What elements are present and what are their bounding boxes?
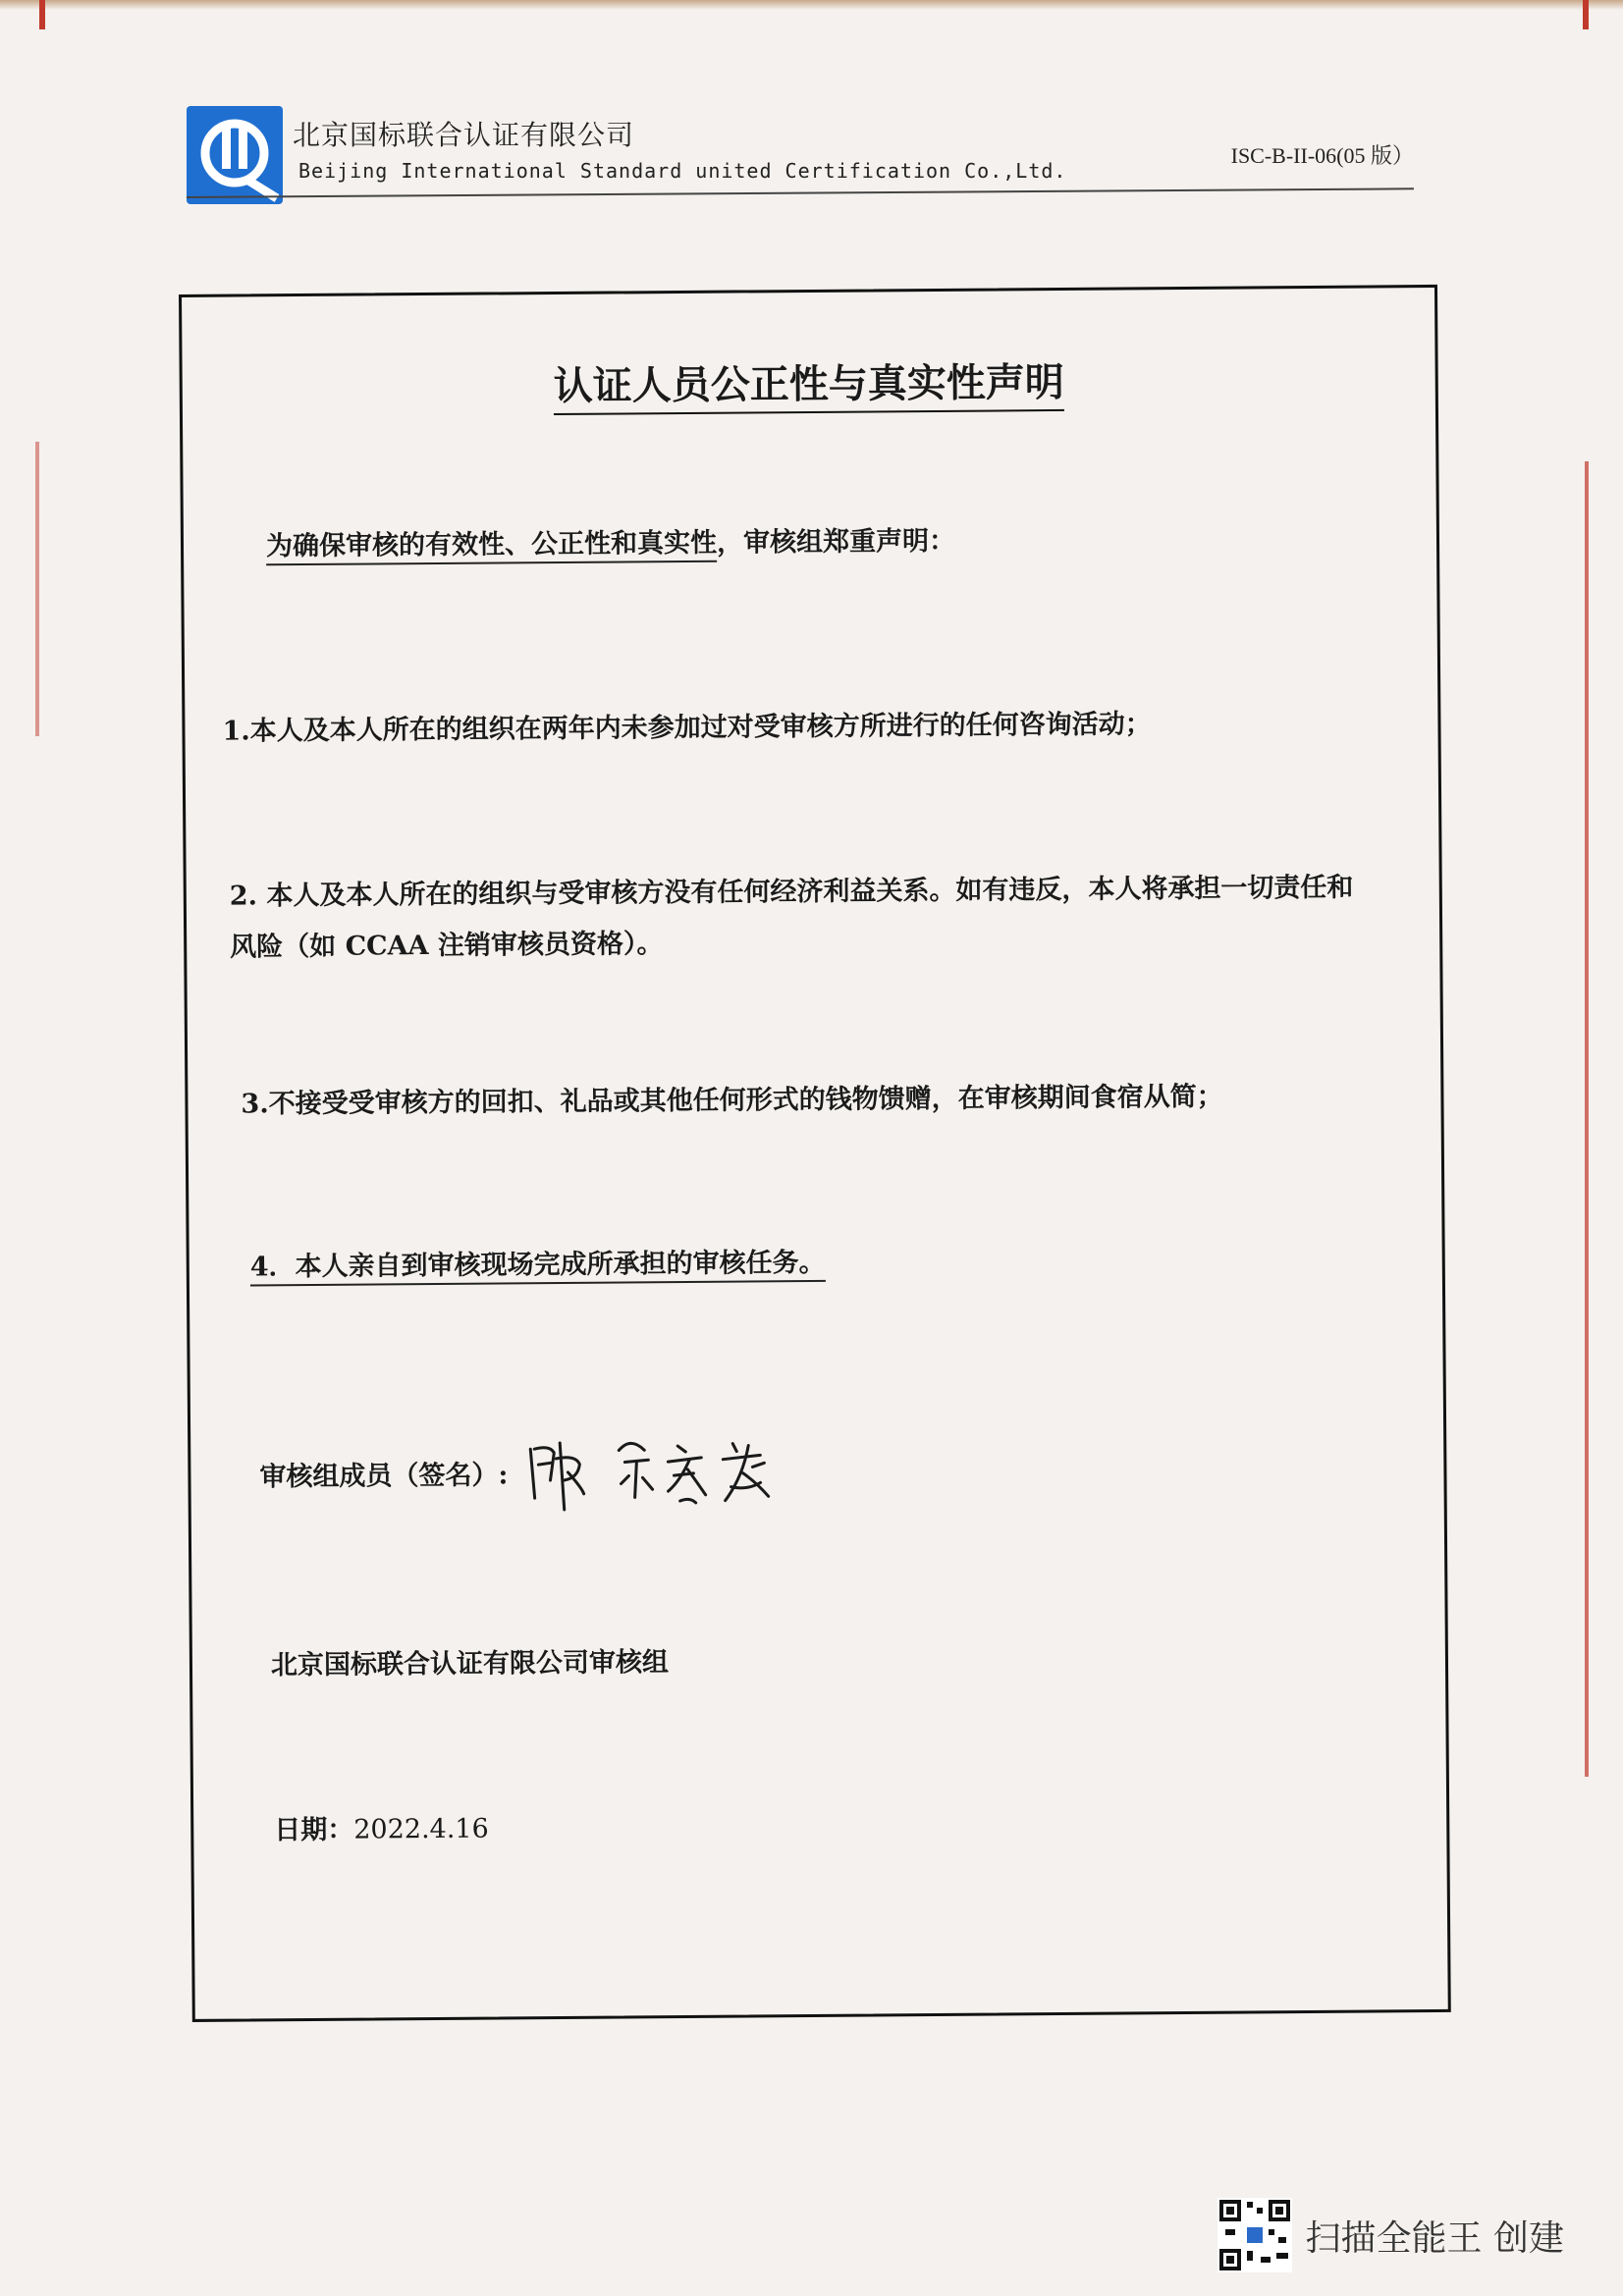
date-row: [274, 1807, 489, 1847]
letterhead: [187, 106, 1414, 214]
date-value: 2022.4.16: [353, 1813, 489, 1845]
declaration-item-3: 3.不接受受审核方的回扣、礼品或其他任何形式的钱物馈赠，在审核期间食宿从简；: [241, 1081, 1223, 1120]
paper-edge: [0, 0, 1623, 10]
company-logo-icon: [187, 106, 283, 204]
page-title: 认证人员公正性与真实性声明: [183, 348, 1435, 414]
date-label: 日期：: [274, 1814, 354, 1846]
declaration-frame: [179, 285, 1451, 2022]
handwritten-signature-icon: [520, 1417, 816, 1524]
document-code: ISC-B-II-06(05 版）: [1230, 143, 1414, 168]
paper-edge-mark: [35, 442, 39, 736]
qr-code-icon: [1217, 2198, 1292, 2272]
signature-label: 审核组成员（签名）:: [259, 1460, 509, 1493]
paper-edge-mark: [39, 0, 45, 29]
signature-row: [259, 1417, 816, 1526]
company-name-en: Beijing International Standard united Certification Co.,Ltd.: [298, 159, 1067, 183]
paper-edge-mark: [1585, 461, 1589, 1777]
scanner-watermark: [1217, 2196, 1564, 2274]
intro-statement: 为确保审核的有效性、公正性和真实性，审核组郑重声明：: [266, 519, 955, 563]
declaration-item-4: 4．本人亲自到审核现场完成所承担的审核任务。: [250, 1241, 826, 1284]
declaration-item-2: 2. 本人及本人所在的组织与受审核方没有任何经济利益关系。如有违反，本人将承担一切责任和: [229, 872, 1354, 912]
audit-team-name: 北京国标联合认证有限公司审核组: [270, 1647, 670, 1682]
company-name-cn: 北京国标联合认证有限公司: [293, 119, 635, 151]
paper-edge-mark: [1583, 0, 1589, 29]
watermark-text: 扫描全能王 创建: [1305, 2217, 1564, 2259]
declaration-item-1: 1.本人及本人所在的组织在两年内未参加过对受审核方所进行的任何咨询活动；: [222, 709, 1152, 747]
declaration-item-2-continued: 风险（如 CCAA 注销审核员资格）。: [230, 929, 664, 963]
